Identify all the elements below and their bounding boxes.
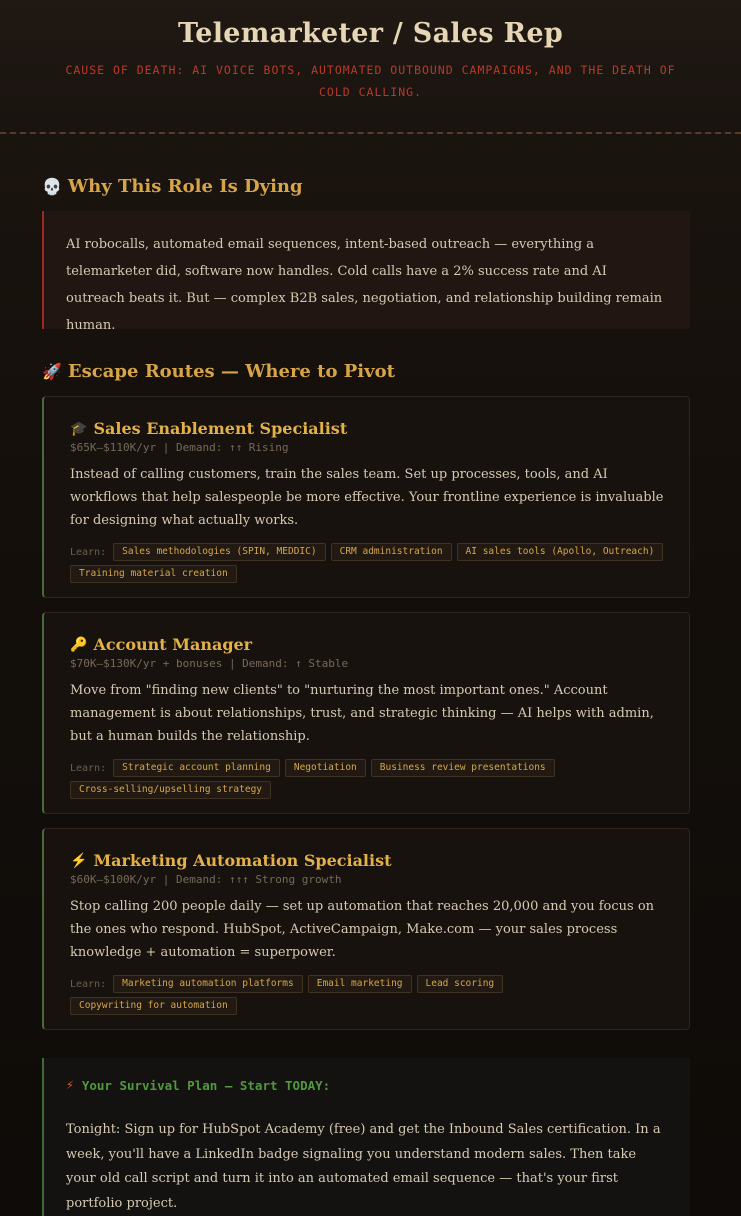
card-salary-demand: $65K–$110K/yr | Demand: ↑↑ Rising [70,441,289,454]
dying-explanation: AI robocalls, automated email sequences, intent-based outreach — everything a telemarketer did, software now handles. Cold calls have a 2% success rate and AI outreach beats it. But — complex B2B sales, negotiation, and relationship building remain human. [42,211,690,329]
learn-tags [70,759,665,799]
card-title [70,635,665,654]
card-salary-demand: $70K–$130K/yr + bonuses | Demand: ↑ Stable [70,657,349,670]
card-title-text: Sales Enablement Specialist [93,419,348,438]
card-description: Instead of calling customers, train the sales team. Set up processes, tools, and AI workflows that help salespeople be more effective. Your frontline experience is invaluable for designing what actually works. [70,467,664,528]
dying-title-text: Why This Role Is Dying [67,176,303,197]
card-description: Stop calling 200 people daily — set up automation that reaches 20,000 and you focus on the ones who respond. HubSpot, ActiveCampaign, Make.com — your sales process knowledge + automation = superpower. [70,899,655,960]
skill-tag: AI sales tools (Apollo, Outreach) [457,543,664,561]
dying-section-title [42,176,690,197]
lightning-icon: ⚡ [66,1078,74,1093]
card-title [70,851,665,870]
card-title-text: Marketing Automation Specialist [93,851,392,870]
learn-tags [70,543,665,583]
route-card-marketing-automation [42,828,690,1030]
cause-of-death: CAUSE OF DEATH: AI VOICE BOTS, AUTOMATED OUTBOUND CAMPAIGNS, AND THE DEATH OF COLD CALLING. [65,63,676,99]
skill-tag: Sales methodologies (SPIN, MEDDIC) [113,543,325,561]
lightning-icon: ⚡ [70,852,88,869]
card-title-text: Account Manager [93,635,253,654]
main-content [0,176,741,1216]
learn-tags [70,975,665,1015]
skill-tag: CRM administration [331,543,452,561]
skill-tag: Negotiation [285,759,366,777]
routes-title-text: Escape Routes — Where to Pivot [67,361,395,382]
page-header [0,0,741,134]
survival-plan-text: Tonight: Sign up for HubSpot Academy (free) and get the Inbound Sales certification. In a week, you'll have a LinkedIn badge signaling you understand modern sales. Then take your old call script and turn it into an automated email sequence — that's your first portfolio project. [66,1122,661,1211]
card-description: Move from "finding new clients" to "nurturing the most important ones." Account management is about relationships, trust, and strategic thinking — AI helps with admin, but a human builds the relationship. [70,683,654,744]
skull-icon: 💀 [42,177,62,196]
graduation-cap-icon: 🎓 [70,420,88,437]
survival-plan-title [66,1078,666,1093]
routes-section-title [42,361,690,382]
key-icon: 🔑 [70,636,88,653]
learn-label: Learn: [70,546,107,558]
skill-tag: Marketing automation platforms [113,975,303,993]
card-title [70,419,665,438]
survival-plan [42,1058,690,1216]
skill-tag: Cross-selling/upselling strategy [70,781,271,799]
skill-tag: Business review presentations [371,759,555,777]
learn-label: Learn: [70,762,107,774]
route-card-account-manager [42,612,690,814]
survival-plan-title-text: Your Survival Plan — Start TODAY: [81,1078,331,1093]
card-salary-demand: $60K–$100K/yr | Demand: ↑↑↑ Strong growth [70,873,342,886]
rocket-icon: 🚀 [42,362,62,381]
skill-tag: Strategic account planning [113,759,280,777]
skill-tag: Email marketing [308,975,412,993]
skill-tag: Lead scoring [417,975,504,993]
page-title: Telemarketer / Sales Rep [177,18,564,49]
skill-tag: Copywriting for automation [70,997,237,1015]
route-card-sales-enablement [42,396,690,598]
skill-tag: Training material creation [70,565,237,583]
learn-label: Learn: [70,978,107,990]
